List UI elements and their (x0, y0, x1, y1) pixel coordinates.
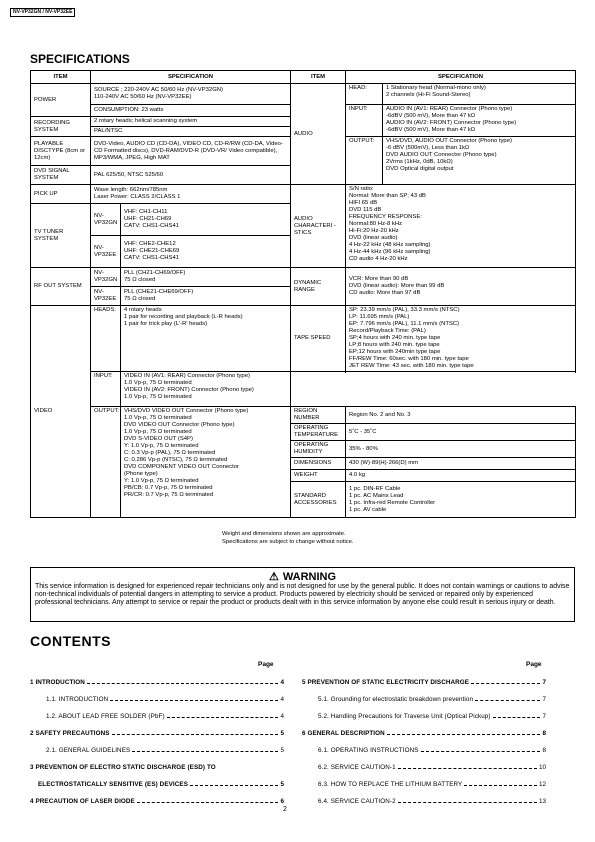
toc-entry[interactable] (302, 691, 546, 708)
toc-entry[interactable] (30, 742, 284, 759)
toc-entry[interactable] (302, 708, 546, 725)
toc-leader (112, 734, 279, 735)
recording-value-2: PAL/NTSC (91, 127, 291, 137)
audio-input-label: INPUT: (346, 105, 383, 137)
label-region: REGION NUMBER (291, 407, 346, 424)
toc-entry-title: 2 SAFETY PRECAUTIONS (30, 730, 110, 737)
toc-entry-title: 1.1. INTRODUCTION (46, 696, 109, 703)
toc-leader (475, 700, 540, 701)
label-dynamic-range: DYNAMIC RANGE (291, 268, 346, 306)
col-header-spec-right: SPECIFICATION (346, 71, 576, 84)
warning-body: This service information is designed for experienced repair technicians only and is not designed for use by the general public. It does not contain warnings or cautions to advise non-technical individuals of potential dangers in attempting to service a product. Products powered by electricity should be serviced or repaired only by experienced professional technicians. Any attempt to service or repair the product or products dealt with in this service information by anyone else could result in serious injury or death. (35, 583, 570, 607)
toc-entry[interactable] (30, 691, 284, 708)
rfout-gn-model: NV-VP32GN (91, 268, 121, 287)
label-dvd-signal: DVD SIGNAL SYSTEM (31, 166, 91, 185)
toc-entry[interactable] (30, 725, 284, 742)
section-title: SPECIFICATIONS (30, 52, 130, 66)
warning-title: WARNING (282, 571, 337, 583)
toc-leader (387, 734, 541, 735)
toc-leader (398, 802, 537, 803)
label-tv-tuner: TV TUNER SYSTEM (31, 204, 91, 268)
toc-entry-page: 5 (280, 781, 284, 788)
audio-head-label: HEAD: (346, 84, 383, 105)
dvd-signal-value: PAL 625/50, NTSC 525/60 (91, 166, 291, 185)
spec-notes (222, 531, 353, 546)
label-weight: WEIGHT (291, 470, 346, 482)
toc-entry-page: 4 (280, 713, 284, 720)
operating-humidity-value: 35% - 80% (346, 441, 576, 458)
tuner-ee-model: NV-VP32EE (91, 236, 121, 268)
toc-entry-page: 5 (280, 747, 284, 754)
label-operating-humidity: OPERATING HUMIDITY (291, 441, 346, 458)
contents-page-label-left: Page (258, 661, 274, 668)
toc-entry-page: 4 (280, 679, 284, 686)
toc-entry-title: 5 PREVENTION OF STATIC ELECTRICITY DISCHARGE (302, 679, 470, 686)
toc-entry-title: 3 PREVENTION OF ELECTRO STATIC DISCHARGE (ESD) TO (30, 764, 216, 771)
label-audio-characteristics: AUDIO CHARACTERI -STICS (291, 185, 346, 268)
warning-triangle-icon: ⚠ (268, 571, 279, 583)
toc-entry-title: 6.4. SERVICE CAUTION-2 (318, 798, 396, 805)
toc-entry-title: 5.2. Handling Precautions for Traverse Unit (Optical Pickup) (318, 713, 491, 720)
toc-leader (493, 717, 541, 718)
toc-leader (110, 700, 278, 701)
toc-entry-title: 1.2. ABOUT LEAD FREE SOLDER (PbF) (46, 713, 165, 720)
label-operating-temperature: OPERATING TEMPERATURE (291, 424, 346, 441)
toc-entry[interactable] (30, 759, 284, 776)
toc-leader (471, 683, 540, 684)
audio-output-value: VHS/DVD, AUDIO OUT Connector (Phono type) -6 dBV (500mV), Less than 1kΩ DVD AUDIO OUT Connector (Phono type) 2Vrms (1kHz, 0dB, 10kΩ) DVD Optical digital output (383, 137, 576, 185)
toc-entry[interactable] (30, 674, 284, 691)
pickup-value: Wave length: 662nm/785nm Laser Power: CLASS 2/CLASS 1 (91, 185, 291, 204)
audio-input-value: AUDIO IN (AV1: REAR) Connector (Phono type) -6dBV (500 mV), More than 47 kΩ AUDIO IN (AV2: FRONT) Connector (Phono type) -6dBV (500 mV), More than 47 kΩ (383, 105, 576, 137)
toc-entry[interactable] (302, 759, 546, 776)
toc-entry-page: 7 (542, 713, 546, 720)
toc-entry[interactable] (302, 742, 546, 759)
toc-entry-page: 12 (538, 781, 546, 788)
col-header-item: ITEM (31, 71, 91, 84)
toc-entry-title: 6.1. OPERATING INSTRUCTIONS (318, 747, 419, 754)
operating-temperature-value: 5˚C - 35˚C (346, 424, 576, 441)
toc-leader (190, 785, 278, 786)
toc-entry[interactable] (302, 674, 546, 691)
page-number: 2 (283, 806, 287, 813)
note-line-2: Specifications are subject to change without notice. (222, 538, 354, 545)
toc-entry-title: 5.1. Grounding for electrostatic breakdown prevention (318, 696, 474, 703)
toc-entry[interactable] (30, 708, 284, 725)
toc-leader (421, 751, 541, 752)
specifications-table (30, 70, 576, 518)
recording-value-1: 2 rotary heads; helical scanning system (91, 117, 291, 127)
video-heads-value: 4 rotary heads 1 pair for recording and playback (L-R heads) 1 pair for trick play (L'-R' heads) (121, 306, 291, 372)
tuner-gn-model: NV-VP32GN (91, 204, 121, 236)
toc-leader (87, 683, 279, 684)
toc-left-column (30, 674, 284, 810)
tuner-gn-value: VHF: CH1-CH11 UHF: CH21-CH69 CATV: CHS1-CHS41 (121, 204, 291, 236)
contents-title: CONTENTS (30, 633, 111, 649)
tape-speed-value: SP: 23.39 mm/s (PAL), 33.3 mm/s (NTSC) LP: 11.695 mm/s (PAL) EP: 7.796 mm/s (PAL), 11.1 mm/s (NTSC) Record/Playback Time: (PAL) SP;4 hours with 240 min. type tape LP;8 hours with 240 min. type tape EP;12 hours with 240min type tape FF/REW Time: 60sec. with 180 min. type tape JET REW Time: 43 sec. with 180 min. type tape (346, 306, 576, 372)
video-heads-label: HEADS: (91, 306, 121, 372)
audio-output-label: OUTPUT: (346, 137, 383, 185)
video-output-value: VHS/DVD VIDEO OUT Connector (Phono type) 1.0 Vp-p, 75 Ω terminated DVD VIDEO OUT Connector (Phono type) 1.0 Vp-p, 75 Ω terminated DVD S-VIDEO OUT (S4P) Y: 1.0 Vp-p, 75 Ω terminated C: 0.3 Vp-p (PAL), 75 Ω terminated C: 0.286 Vp-p (NTSC), 75 Ω terminated DVD COMPONENT VIDEO OUT Connector (Phone type) Y: 1.0 Vp-p, 75 Ω terminated PB/CB: 0.7 Vp-p, 75 Ω terminated PR/CR: 0.7 Vp-p, 75 Ω terminated (121, 407, 291, 518)
dimensions-value: 430 (W)·89(H)·266(D) mm (346, 458, 576, 470)
col-header-item-right: ITEM (291, 71, 346, 84)
dynamic-range-value: VCR: More than 90 dB DVD (linear audio): More than 99 dB CD audio: More than 97 dB (346, 268, 576, 306)
toc-entry-title: ELECTROSTATICALLY SENSITIVE (ES) DEVICES (38, 781, 189, 788)
toc-entry[interactable] (302, 793, 546, 810)
power-consumption: CONSUMPTION: 23 watts (91, 105, 291, 117)
label-video: VIDEO (31, 306, 91, 518)
toc-entry-title: 1 INTRODUCTION (30, 679, 85, 686)
video-input-value: VIDEO IN (AV1: REAR) Connector (Phono type) 1.0 Vp-p, 75 Ω terminated VIDEO IN (AV2: FRONT) Connector (Phono type) 1.0 Vp-p, 75 Ω terminated (121, 372, 291, 407)
label-tape-speed: TAPE SPEED (291, 306, 346, 372)
rfout-gn-value: PLL (CH21-CH69/OFF) 75 Ω closed (121, 268, 291, 287)
rfout-ee-value: PLL (CHE21-CHE69/OFF) 75 Ω closed (121, 287, 291, 306)
toc-entry[interactable] (30, 776, 284, 793)
toc-entry-page: 8 (542, 730, 546, 737)
toc-entry-page: 7 (542, 696, 546, 703)
toc-leader (167, 717, 279, 718)
toc-entry-page: 4 (280, 696, 284, 703)
label-standard-accessories: STANDARD ACCESSORIES (291, 482, 346, 518)
video-input-label: INPUT: (91, 372, 121, 407)
label-playable: PLAYABLE DISCTYPE (8cm or 12cm) (31, 137, 91, 166)
rfout-ee-model: NV-VP32EE (91, 287, 121, 306)
toc-entry-title: 6 GENERAL DESCRIPTION (302, 730, 385, 737)
weight-value: 4.0 kg (346, 470, 576, 482)
toc-leader (132, 751, 278, 752)
toc-entry-page: 10 (538, 764, 546, 771)
tuner-ee-value: VHF: CHE2-CHE12 UHF: CHE21-CHE69 CATV: CHS1-CHS41 (121, 236, 291, 268)
audio-characteristics-value: S/N ratio: Normal: More than SP; 43 dB HIFI 65 dB DVD 115 dB FREQUENCY RESPONSE: Normal:80 Hz-8 kHz Hi-Fi:20 Hz-20 kHz DVD (linear audio) 4 Hz-22 kHz (48 kHz sampling) 4 Hz-44 kHz (96 kHz sampling) CD audio 4 Hz-20 kHz (346, 185, 576, 268)
label-rf-out: RF OUT SYSTEM (31, 268, 91, 306)
toc-entry-page: 8 (542, 747, 546, 754)
toc-right-column (302, 674, 546, 810)
toc-entry-title: 2.1. GENERAL GUIDELINES (46, 747, 131, 754)
toc-entry[interactable] (302, 776, 546, 793)
col-header-spec: SPECIFICATION (91, 71, 291, 84)
note-line-1: Weight and dimensions shown are approximate. (222, 531, 346, 537)
toc-entry-title: 4 PRECAUTION OF LASER DIODE (30, 798, 135, 805)
toc-entry-page: 5 (280, 730, 284, 737)
toc-entry-page: 7 (542, 679, 546, 686)
toc-entry-page: 6 (280, 798, 284, 805)
label-audio: AUDIO (291, 84, 346, 185)
label-recording: RECORDING SYSTEM (31, 117, 91, 137)
label-pickup: PICK UP (31, 185, 91, 204)
document-header-tag: NV-VP32GN / NV-VP32EE (10, 8, 75, 17)
playable-value: DVD-Video, AUDIO CD (CD-DA), VIDEO CD, CD-R/RW (CD-DA, Video-CD Formatted discs), DVD-RAM/DVD-R (DVD-VR/ Video compatible), MP3/WMA, JPEG, High MAT (91, 137, 291, 166)
toc-leader (398, 768, 537, 769)
video-output-label: OUTPUT: (91, 407, 121, 518)
toc-entry[interactable] (302, 725, 546, 742)
region-value: Region No. 2 and No. 3 (346, 407, 576, 424)
contents-page-label-right: Page (526, 661, 542, 668)
toc-leader (137, 802, 279, 803)
toc-entry-title: 6.2. SERVICE CAUTION-1 (318, 764, 396, 771)
label-power: POWER (31, 84, 91, 117)
warning-box (30, 567, 575, 622)
toc-entry-page: 13 (538, 798, 546, 805)
toc-entry-title: 6.3. HOW TO REPLACE THE LITHIUM BATTERY (318, 781, 463, 788)
toc-leader (464, 785, 537, 786)
power-source: SOURCE ; 220-240V AC 50/60 Hz (NV-VP32GN) 110-240V AC 50/60 Hz (NV-VP32EE) (91, 84, 291, 105)
label-dimensions: DIMENSIONS (291, 458, 346, 470)
toc-entry[interactable] (30, 793, 284, 810)
standard-accessories-value: 1 pc. DIN-RF Cable 1 pc. AC Mains Lead 1 pc. Infra-red Remote Controller 1 pc. AV cable (346, 482, 576, 518)
audio-head-value: 1 Stationary head (Normal-mono only) 2 channels (Hi-Fi Sound-Stereo) (383, 84, 576, 105)
